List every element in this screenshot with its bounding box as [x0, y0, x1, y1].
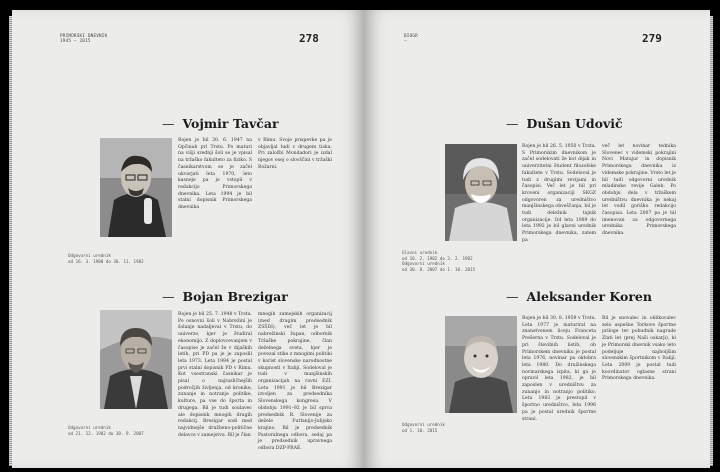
caption-line: od 30. 8. 2007 do 1. 10. 2015 [402, 266, 476, 272]
bio-column: Rojen je bil 25. 7. 1948 v Trstu. Po osnovni šoli v Nabrežini je šolanje nadaljeval v Trstu, do univerze, kjer je študiral ekonomijo. Z doplovcevanjem v časopise je začel že v dijaških letih, pri PD pa je je zaposlil leta 1973. Leta 1984 je postal prvi stalni dopisnik PD v Rimu. Kot vsestranski časnikar je pisal o najrazličnejših področjih življenja, od kronike, zunanje in notranje politike, kulture, pa vse do športa in drugega. Bil je tudi soulavec ale dopisnik mnogih drugih redakcij. Brezigar sodi med najvidnejše družbeno-politične delavce v zamejstvu. Bil je član [178, 312, 252, 438]
left-page [12, 10, 364, 468]
portrait-photo-icon [100, 310, 172, 409]
bio-column: Bil je snovalec in oblikovalec zelo uspešne Torkove športne priloge ter pobudnik nagrade Zlati let (prej Naši oskarji), ki je Primorski dnevnik vsako leto podeljuje najboljšim slovenskim športnikom v Italiji. Leta 2009 je postal tudi koordinator oglasne strani Primorskega dnevnika. [602, 316, 676, 382]
portrait-photo [100, 138, 172, 237]
portrait-photo [445, 316, 517, 413]
right-page [364, 10, 710, 468]
caption-line: Odgovorni urednik [68, 425, 111, 430]
bio-column: Rojen je bil 26. 5. 1950 v Trstu. S Primorskim dnevnikom je začel sodelovati že kot dijak in univerzitetni študent filozofske fakultete v Trstu. Sodeloval je tudi z drugimi revijami in časopisi. Več let je bil pri kroveni organizaciji SKGZ odgovoren za uredništvo manjšinskega obveščanja, bil je tudi deležnik tajnik organizacije. Od leta 1989 do leta 1992 je bil glavni urednik Primorskega dnevnika, zatem pa [522, 144, 596, 243]
running-head-line: BIOGR [404, 34, 418, 39]
em-dash: — [506, 116, 519, 131]
person-name [506, 116, 623, 131]
portrait-photo-icon [100, 138, 172, 237]
caption-line: Glavni urednik [402, 250, 438, 255]
bio-column: Rojen je bil 30. 6. 1947 na Opčinah pri Trstu. Po maturi na višji srednji šoli se je vpisal na tržaško fakulteto za fiziko. S časnikarstvom se je začel ukvarjati leta 1970, leto kasneje pa je vstopil v redakcijo Primorskega dnevnika. Leta 1994 je bil stalni dopisnik Primorskega dnevnika [178, 138, 252, 211]
portrait-photo-icon [445, 144, 517, 241]
bio-column: Rojen je bil 30. 8. 1959 v Trstu. Leta 1977 je maturiral na znanstvenem liceju Franceta Prešerna v Trstu. Sodeloval je pri številnih listih, ob Primorskem dnevniku je postal leta 1976, novinar pa oktobra leta 1980. Do družinskega novinarskega izpita, ki ga je opravil leta 1982, je bil zaposlen v uredništvu za zunanjo in notranjo politiko. Leta 1983 je prestopil v športno uredništvo, leta 1996 pa je postal urednik športne strani. [522, 316, 596, 422]
caption-line: Odgovorni urednik [402, 422, 445, 427]
page-number: 279 [642, 32, 662, 45]
role-caption [68, 253, 144, 264]
portrait-photo [445, 144, 517, 241]
open-book [12, 10, 710, 468]
person-name-text: Bojan Brezigar [182, 289, 288, 304]
em-dash: — [506, 289, 519, 304]
person-name-text: Dušan Udovič [526, 116, 623, 131]
running-head-line: — [404, 39, 407, 45]
person-name [162, 116, 279, 131]
portrait-photo-icon [445, 316, 517, 413]
em-dash: — [162, 289, 175, 304]
role-caption [402, 250, 475, 272]
running-head-line: 1945 – 2015 [60, 39, 91, 45]
portrait-photo [100, 310, 172, 409]
role-caption [402, 422, 445, 433]
caption-line: od 10. 2. 1982 do 3. 2. 1982 [402, 255, 473, 261]
running-head-line: PRIMORSKI DNEVNIK [60, 34, 108, 39]
bio-column: mnogih zamejskih organizacij (med drugim predsednik ZSŠDI), več let je bil nabrežinski župan, odbornik Tržaške pokrajine, član deželnega sveta, kjer je povezal stike z mnogimi politiki v korist slovenske narodnostne skupnosti v Italiji. Sodeloval je tudi v manjšinskih organizacijah na ravni EZI. Leta 1991 je bil Brezigar izvoljen za predsednika Slovenskega kongresa. V obdobju 1991–92 je bil sprva predsednik R. Slovenije za dežele Furlanijo-Julijsko krajino. Bil je predsednik Pastoralnega odbora, sedaj pa je predsednik upravnega odbora DZP-PRAE. [258, 312, 332, 452]
caption-line: od 1. 10. 2015 [402, 427, 438, 433]
running-head [404, 34, 418, 44]
caption-line: Odgovorni urednik [402, 261, 445, 267]
role-caption [68, 425, 144, 436]
caption-line: od 16. 3. 1980 do 30. 11. 1982 [68, 258, 144, 264]
person-name-text: Aleksander Koren [526, 289, 652, 304]
person-name [162, 289, 288, 304]
running-head [60, 34, 107, 44]
em-dash: — [162, 116, 175, 131]
bio-column: več let novinar tednika Slovenec v videmski pokrajini Novi Matajur in dopisnik Primorskega dnevnika iz videmske pokrajine. Vrsto let je bil tudi odgovorni urednik mladinske revije Galeb. Po obdobju dela v tržaškem uredništvu dnevnika je nekaj let vodil goriško redakcijo časopisa. Leta 2007 pa je bil imenovan za odgovornega urednika Primorskega dnevnika. [602, 144, 676, 237]
bio-column: v Rimu. Svoje prispevke pa je objavljal tudi v drugem tisku. Pri založbi Mondadori je izdal njegov esej o slovščini v tržaški Rožarni. [258, 138, 332, 170]
page-number: 278 [299, 32, 319, 45]
caption-line: Odgovorni urednik [68, 253, 111, 258]
person-name-text: Vojmir Tavčar [182, 116, 279, 131]
person-name [506, 289, 652, 304]
caption-line: od 21. 12. 1982 do 30. 9. 2007 [68, 430, 144, 436]
